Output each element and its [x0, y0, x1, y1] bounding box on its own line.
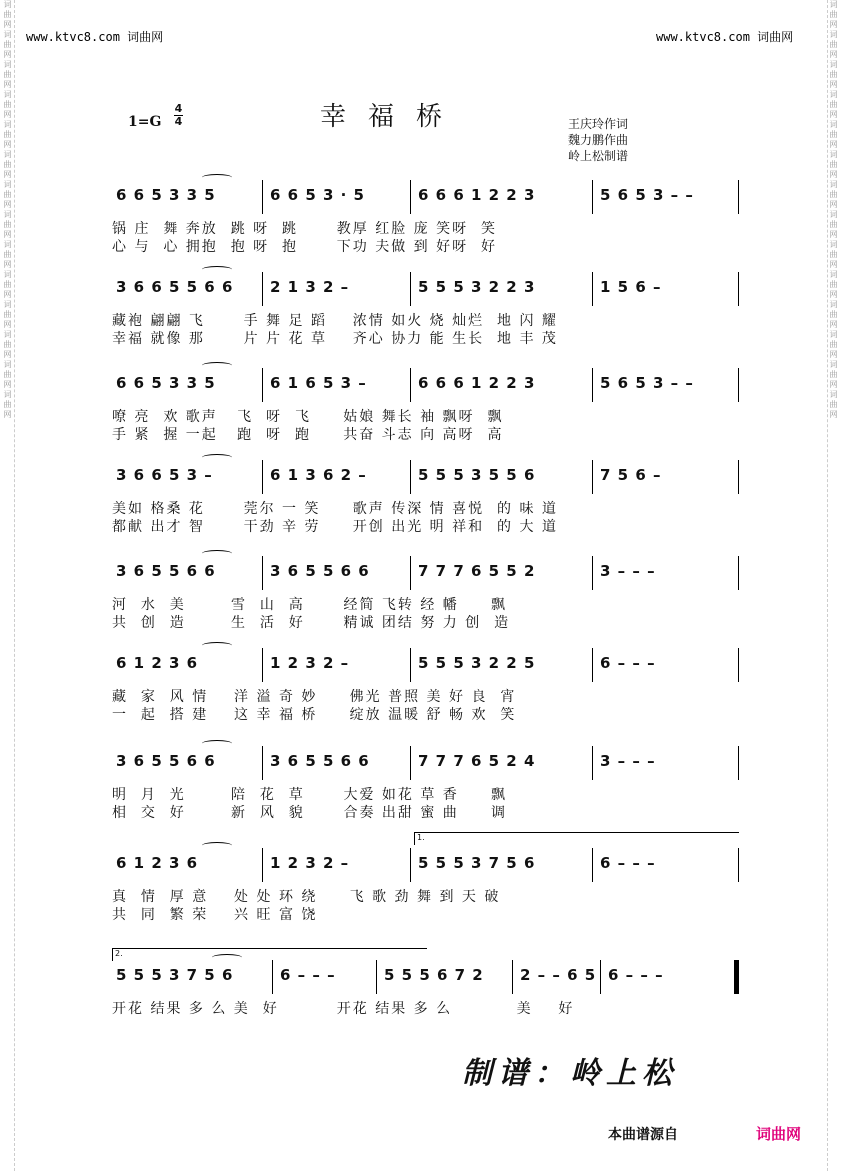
slur-mark	[202, 362, 232, 369]
measure-notes: 6 1 2 3 6	[116, 654, 199, 672]
barline	[512, 960, 513, 994]
measure-notes: 6 1 6 5 3 –	[270, 374, 367, 392]
measure-notes: 5 5 5 3 7 5 6	[418, 854, 536, 872]
barline	[738, 460, 739, 494]
barline	[262, 746, 263, 780]
measure-notes: 3 6 5 5 6 6	[270, 752, 370, 770]
lyric-verse-2: 一 起 搭 建 这 幸 福 桥 绽放 温暖 舒 畅 欢 笑	[112, 707, 517, 723]
transcriber-signature: 制谱：岭上松	[462, 1056, 678, 1091]
barline	[272, 960, 273, 994]
measure-notes: 3 6 5 5 6 6	[270, 562, 370, 580]
barline	[262, 460, 263, 494]
measure-notes: 3 6 5 5 6 6	[116, 562, 216, 580]
measure-notes: 7 5 6 –	[600, 466, 662, 484]
song-title: 幸福桥	[320, 102, 465, 132]
lyric-verse-2: 相 交 好 新 风 貌 合奏 出甜 蜜 曲 调	[112, 805, 508, 821]
measure-notes: 5 6 5 3 – –	[600, 374, 694, 392]
slur-mark	[202, 842, 232, 849]
barline	[262, 556, 263, 590]
barline	[738, 272, 739, 306]
slur-mark	[202, 550, 232, 557]
barline	[592, 368, 593, 402]
lyric-verse-1: 藏 家 风 情 洋 溢 奇 妙 佛光 普照 美 好 良 宵	[112, 689, 517, 705]
lyricist-credit: 王庆玲作词	[568, 117, 629, 131]
measure-notes: 5 5 5 6 7 2	[384, 966, 484, 984]
measure-notes: 6 – – –	[600, 654, 656, 672]
barline	[592, 556, 593, 590]
lyric-verse-2: 幸福 就像 那 片 片 花 草 齐心 协力 能 生长 地 丰 茂	[112, 331, 558, 347]
lyric-verse-1: 开花 结果 多 么 美 好 开花 结果 多 么 美 好	[112, 1001, 575, 1017]
lyric-verse-2: 手 紧 握 一起 跑 呀 跑 共奋 斗志 向 高呀 高	[112, 427, 504, 443]
measure-notes: 6 – – –	[608, 966, 664, 984]
slur-mark	[202, 266, 232, 273]
volta-first-ending	[414, 832, 739, 845]
transcriber-credit: 岭上松制谱	[568, 149, 629, 163]
final-barline	[734, 960, 738, 994]
measure-notes: 6 6 6 1 2 2 3	[418, 374, 536, 392]
measure-notes: 2 – – 6 5	[520, 966, 597, 984]
barline	[592, 648, 593, 682]
measure-notes: 3 6 6 5 3 –	[116, 466, 213, 484]
volta-second-ending	[112, 948, 427, 961]
barline	[410, 746, 411, 780]
side-watermark-right: 词曲网词曲网词曲网词曲网词曲网词曲网词曲网词曲网词曲网词曲网词曲网词曲网词曲网词曲网	[827, 0, 840, 1171]
measure-notes: 1 2 3 2 –	[270, 654, 350, 672]
measure-notes: 3 – – –	[600, 752, 656, 770]
barline	[410, 180, 411, 214]
lyric-verse-1: 明 月 光 陪 花 草 大爱 如花 草 香 飘	[112, 787, 508, 803]
barline	[262, 180, 263, 214]
time-signature	[174, 103, 183, 128]
barline	[738, 368, 739, 402]
measure-notes: 6 1 2 3 6	[116, 854, 199, 872]
measure-notes: 6 6 6 1 2 2 3	[418, 186, 536, 204]
measure-notes: 6 6 5 3 3 5	[116, 374, 216, 392]
lyric-verse-2: 都献 出才 智 干劲 辛 劳 开创 出光 明 祥和 的 大 道	[112, 519, 558, 535]
barline	[262, 272, 263, 306]
source-label: 本曲谱源自	[608, 1127, 678, 1143]
measure-notes: 6 6 5 3 3 5	[116, 186, 216, 204]
time-sig-top: 4	[174, 102, 183, 115]
measure-notes: 5 5 5 3 2 2 5	[418, 654, 536, 672]
measure-notes: 3 6 6 5 5 6 6	[116, 278, 234, 296]
measure-notes: 7 7 7 6 5 5 2	[418, 562, 536, 580]
measure-notes: 5 5 5 3 5 5 6	[418, 466, 536, 484]
measure-notes: 6 6 5 3 · 5	[270, 186, 365, 204]
lyric-verse-2: 共 创 造 生 活 好 精诚 团结 努 力 创 造	[112, 615, 511, 631]
lyric-verse-1: 藏袍 翩翩 飞 手 舞 足 蹈 浓情 如火 烧 灿烂 地 闪 耀	[112, 313, 558, 329]
measure-notes: 5 5 5 3 2 2 3	[418, 278, 536, 296]
measure-notes: 6 – – –	[600, 854, 656, 872]
barline	[410, 556, 411, 590]
barline	[738, 746, 739, 780]
lyric-verse-2: 共 同 繁 荣 兴 旺 富 饶	[112, 907, 318, 923]
barline	[738, 960, 739, 994]
barline	[262, 648, 263, 682]
barline	[738, 556, 739, 590]
measure-notes: 6 – – –	[280, 966, 336, 984]
slur-mark	[202, 454, 232, 461]
time-sig-bottom: 4	[174, 115, 183, 128]
header-site-left[interactable]: www.ktvc8.com 词曲网	[26, 30, 164, 44]
barline	[738, 648, 739, 682]
barline	[592, 272, 593, 306]
measure-notes: 6 1 3 6 2 –	[270, 466, 367, 484]
header-site-right[interactable]: www.ktvc8.com 词曲网	[656, 30, 794, 44]
barline	[738, 848, 739, 882]
lyric-verse-1: 真 情 厚 意 处 处 环 绕 飞 歌 劲 舞 到 天 破	[112, 889, 501, 905]
measure-notes: 5 5 5 3 7 5 6	[116, 966, 234, 984]
lyric-verse-1: 锅 庄 舞 奔放 跳 呀 跳 教厚 红脸 庞 笑呀 笑	[112, 221, 498, 237]
key-signature: 1=G	[128, 114, 162, 130]
lyric-verse-2: 心 与 心 拥抱 抱 呀 抱 下功 夫做 到 好呀 好	[112, 239, 498, 255]
barline	[592, 848, 593, 882]
barline	[600, 960, 601, 994]
measure-notes: 5 6 5 3 – –	[600, 186, 694, 204]
measure-notes: 3 – – –	[600, 562, 656, 580]
source-logo[interactable]: 词曲网	[756, 1125, 802, 1143]
barline	[262, 368, 263, 402]
composer-credit: 魏力鹏作曲	[568, 133, 629, 147]
barline	[410, 848, 411, 882]
lyric-verse-1: 美如 格桑 花 莞尔 一 笑 歌声 传深 情 喜悦 的 味 道	[112, 501, 558, 517]
barline	[410, 460, 411, 494]
side-watermark-left: 词曲网词曲网词曲网词曲网词曲网词曲网词曲网词曲网词曲网词曲网词曲网词曲网词曲网词曲网	[2, 0, 15, 1171]
slur-mark	[202, 174, 232, 181]
barline	[592, 460, 593, 494]
barline	[738, 180, 739, 214]
credits	[568, 116, 628, 164]
measure-notes: 1 2 3 2 –	[270, 854, 350, 872]
barline	[592, 180, 593, 214]
measure-notes: 7 7 7 6 5 2 4	[418, 752, 536, 770]
volta-first-label: 1.	[417, 833, 425, 842]
barline	[262, 848, 263, 882]
lyric-verse-1: 河 水 美 雪 山 高 经简 飞转 经 幡 飘	[112, 597, 508, 613]
barline	[592, 746, 593, 780]
barline	[410, 368, 411, 402]
slur-mark	[202, 642, 232, 649]
volta-second-label: 2.	[115, 949, 123, 958]
lyric-verse-1: 嘹 亮 欢 歌声 飞 呀 飞 姑娘 舞长 袖 飘呀 飘	[112, 409, 504, 425]
measure-notes: 3 6 5 5 6 6	[116, 752, 216, 770]
slur-mark	[202, 740, 232, 747]
barline	[410, 648, 411, 682]
barline	[410, 272, 411, 306]
measure-notes: 2 1 3 2 –	[270, 278, 350, 296]
measure-notes: 1 5 6 –	[600, 278, 662, 296]
barline	[376, 960, 377, 994]
